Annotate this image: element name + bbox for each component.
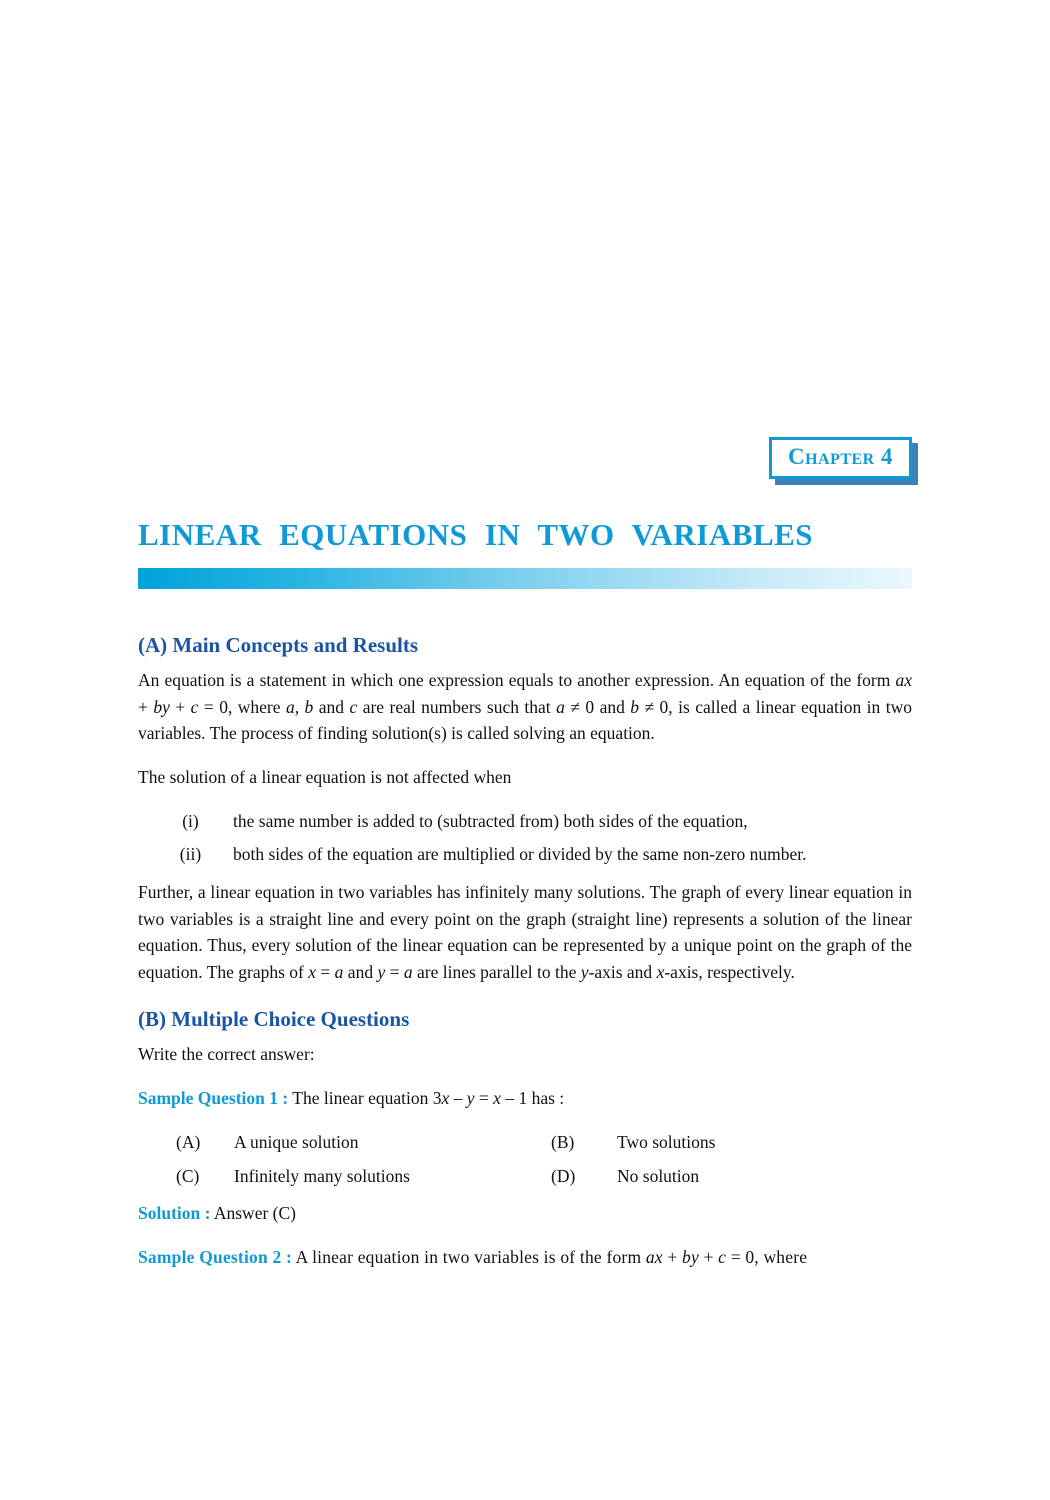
text-segment: x	[308, 961, 317, 982]
text-segment: y	[466, 1088, 475, 1108]
text-segment: ,	[294, 696, 305, 717]
sample-question-1-text	[288, 1088, 564, 1108]
text-segment: The linear equation 3	[288, 1088, 442, 1108]
list-item-marker: (i)	[182, 811, 199, 831]
list-item-text	[233, 808, 912, 835]
paragraph-solution-intro	[138, 764, 912, 791]
chapter-title: LINEAR EQUATIONS IN TWO VARIABLES	[138, 517, 814, 552]
text-segment: b	[630, 696, 640, 717]
text-segment: Answer (C)	[210, 1203, 296, 1223]
option-c-text: Infinitely many solutions	[234, 1165, 410, 1186]
text-segment: –	[449, 1088, 467, 1108]
text-segment: x	[656, 961, 665, 982]
solution-line	[138, 1200, 912, 1227]
text-segment: the same number is added to (subtracted from) both sides of the equation,	[233, 811, 748, 831]
mcq-options	[138, 1129, 912, 1189]
text-segment: x	[493, 1088, 501, 1108]
section-a-heading: (A) Main Concepts and Results	[138, 633, 419, 657]
text-segment: ≠ 0, is called a linear equation in two variables. The process of finding solution(s) is called solving an equation.	[138, 696, 912, 743]
mcq-intro: Write the correct answer:	[138, 1044, 315, 1064]
properties-list	[138, 808, 912, 867]
sample-question-1	[138, 1085, 912, 1112]
text-segment: ≠ 0 and	[564, 696, 631, 717]
text-segment: -axis and	[588, 961, 657, 982]
list-item	[138, 808, 912, 835]
chapter-badge: Chapter 4	[769, 437, 912, 479]
text-segment: both sides of the equation are multiplied or divided by the same non-zero number.	[233, 843, 807, 864]
option-c-label: (C)	[176, 1165, 200, 1186]
text-segment: A linear equation in two variables is of the form	[292, 1247, 646, 1267]
text-segment: +	[169, 696, 191, 717]
option-d-label: (D)	[551, 1165, 576, 1186]
text-segment: = 0, where	[198, 696, 286, 717]
sample-question-2-label: Sample Question 2 :	[138, 1247, 293, 1267]
text-segment: by	[153, 696, 170, 717]
text-segment: = 0, where	[726, 1247, 808, 1267]
sample-question-2-text	[292, 1247, 807, 1267]
paragraph-further	[138, 879, 912, 985]
text-segment: – 1 has :	[500, 1088, 565, 1108]
option-b-label: (B)	[551, 1132, 575, 1152]
text-segment: by	[682, 1247, 699, 1267]
text-segment: An equation is a statement in which one expression equals to another expression. An equation of the form	[138, 670, 896, 690]
text-segment: +	[138, 696, 154, 717]
text-segment: c	[349, 696, 358, 717]
text-segment: ax	[895, 670, 912, 690]
option-a-text: A unique solution	[234, 1132, 359, 1152]
text-segment: =	[385, 961, 404, 982]
section-b-heading: (B) Multiple Choice Questions	[138, 1007, 410, 1031]
text-segment: y	[377, 961, 386, 982]
list-item-marker: (ii)	[179, 843, 202, 864]
text-segment: a	[556, 696, 565, 717]
text-segment: a	[285, 696, 295, 717]
text-segment: +	[662, 1247, 682, 1267]
text-segment: c	[718, 1247, 727, 1267]
text-segment: a	[334, 961, 344, 982]
text-segment: =	[474, 1088, 494, 1108]
list-item-text	[233, 841, 912, 868]
option-b-text: Two solutions	[617, 1132, 716, 1152]
text-segment: =	[316, 961, 335, 982]
option-a-label: (A)	[176, 1132, 201, 1152]
text-segment: -axis, respectively.	[664, 961, 795, 982]
solution-text	[210, 1203, 296, 1223]
sample-question-1-label: Sample Question 1 :	[138, 1088, 289, 1108]
solution-label: Solution :	[138, 1203, 211, 1223]
list-item	[138, 841, 912, 868]
text-segment: y	[580, 961, 589, 982]
option-d-text: No solution	[617, 1165, 700, 1186]
text-segment: +	[698, 1247, 719, 1267]
text-segment: are lines parallel to the	[412, 961, 581, 982]
text-segment: a	[403, 961, 413, 982]
text-segment: and	[313, 696, 350, 717]
paragraph-definition	[138, 667, 912, 747]
text-segment: ax	[645, 1247, 663, 1267]
text-segment: b	[304, 696, 314, 717]
text-segment: The solution of a linear equation is not affected when	[138, 767, 512, 787]
text-segment: c	[190, 696, 199, 717]
text-segment: are real numbers such that	[357, 696, 557, 717]
text-segment: x	[441, 1088, 450, 1108]
text-segment: Further, a linear equation in two variables has infinitely many solutions. The graph of every linear equation in two variables is a straight line and every point on the graph (straight line) represents a solution of the linear equation. Thus, every solution of the linear equation can be represented by a unique point on the graph of the equation. The graphs of	[138, 882, 912, 982]
chapter-badge-row	[138, 0, 912, 479]
sample-question-2	[138, 1244, 912, 1271]
text-segment: and	[343, 961, 378, 982]
title-gradient-bar	[138, 568, 912, 589]
